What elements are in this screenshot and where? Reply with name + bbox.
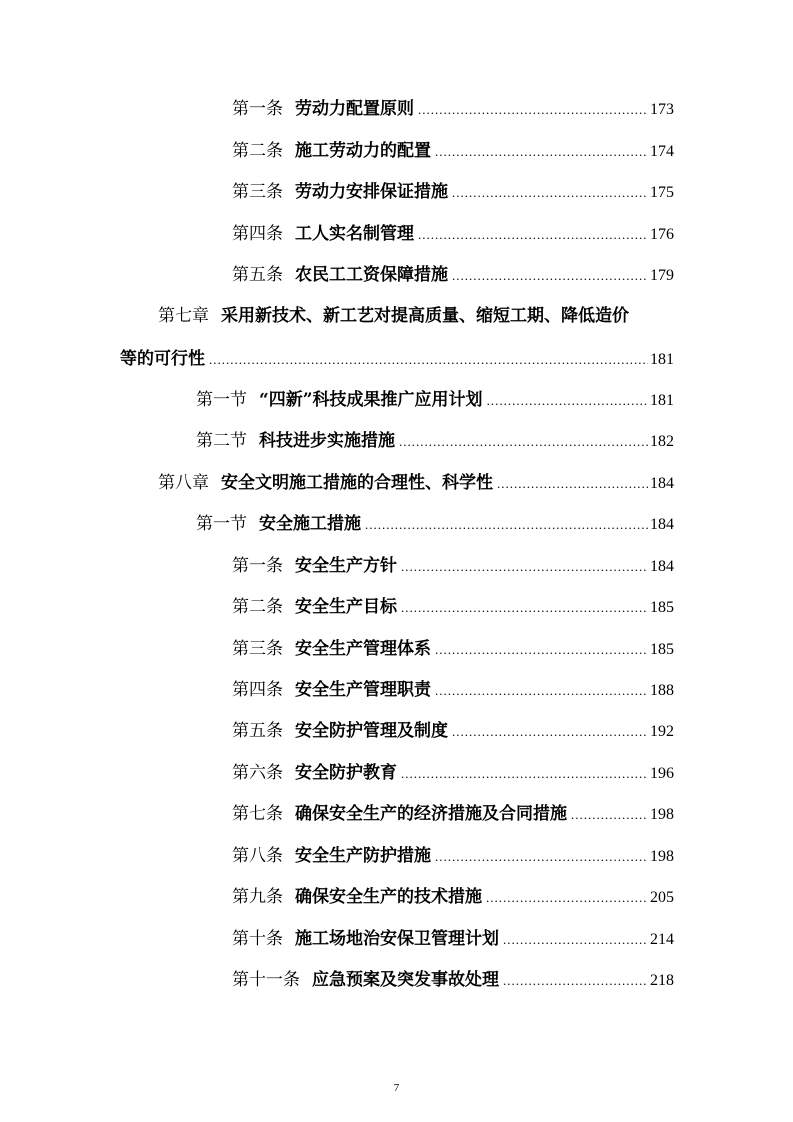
toc-entry-title: 确保安全生产的经济措施及合同措施 [295,804,567,824]
toc-entry-page: 218 [650,972,674,989]
toc-leader-dots [365,514,648,536]
toc-entry[interactable] [232,803,674,826]
toc-entry-title: 劳动力配置原则 [295,99,414,119]
toc-entry[interactable] [158,472,674,495]
toc-entry-label: 第十一条 [232,970,300,990]
toc-entry-page: 198 [650,806,674,823]
toc-entry-page: 184 [650,475,674,492]
toc-entry-page: 173 [650,101,674,118]
toc-leader-dots [487,390,648,412]
toc-leader-dots [503,970,648,992]
toc-entry-label: 第五条 [232,721,283,741]
toc-leader-dots [503,929,648,951]
toc-entry-label: 第三条 [232,639,283,659]
toc-entry-page: 184 [650,516,674,533]
toc-entry-title-continued: 等的可行性 [120,349,205,369]
toc-entry-label: 第八章 [158,473,209,493]
toc-entry-label: 第一节 [196,390,247,410]
toc-entry-label: 第九条 [232,887,283,907]
toc-entry-title: 科技进步实施措施 [259,431,395,451]
toc-leader-dots [401,597,648,619]
toc-entry[interactable] [232,638,674,661]
toc-entry-page: 185 [650,599,674,616]
toc-entry[interactable] [232,845,674,868]
toc-entry-title: 安全防护教育 [295,763,397,783]
toc-entry-label: 第一条 [232,99,283,119]
toc-leader-dots [435,639,648,661]
toc-entry[interactable] [232,928,674,951]
toc-entry[interactable] [232,264,674,287]
toc-entry-title: 施工场地治安保卫管理计划 [295,929,499,949]
toc-entry-label: 第三条 [232,182,283,202]
toc-entry-title: 采用新技术、新工艺对提高质量、缩短工期、降低造价 [221,306,629,326]
page-number: 7 [393,1082,400,1094]
toc-entry-label: 第二条 [232,597,283,617]
toc-leader-dots [497,473,648,495]
toc-entry-title: “四新”科技成果推广应用计划 [259,390,483,410]
toc-chapter-entry[interactable] [120,305,674,371]
toc-entry-label: 第二节 [196,431,247,451]
toc-entry-page: 188 [650,682,674,699]
toc-leader-dots [399,431,648,453]
toc-entry[interactable] [232,98,674,121]
toc-entry-label: 第七章 [158,306,209,326]
toc-entry-page: 205 [650,889,674,906]
toc-leader-dots [418,99,648,121]
toc-leader-dots [452,265,648,287]
toc-leader-dots [435,680,648,702]
toc-entry-page: 176 [650,226,674,243]
toc-entry-label: 第一条 [232,556,283,576]
toc-entry[interactable] [232,679,674,702]
toc-entry-page: 181 [650,351,674,368]
toc-entry-page: 214 [650,931,674,948]
toc-entry[interactable] [232,886,674,909]
toc-entry-label: 第八条 [232,846,283,866]
toc-entry-title: 劳动力安排保证措施 [295,182,448,202]
toc-entry-page: 179 [650,267,674,284]
toc-entry-title: 施工劳动力的配置 [295,141,431,161]
toc-entry[interactable] [232,223,674,246]
toc-leader-dots [452,182,648,204]
toc-leader-dots [435,846,648,868]
toc-entry-title: 安全防护管理及制度 [295,721,448,741]
toc-entry-page: 198 [650,848,674,865]
toc-entry-label: 第五条 [232,265,283,285]
toc-entry-title: 确保安全生产的技术措施 [295,887,482,907]
toc-entry-title: 安全生产防护措施 [295,846,431,866]
toc-entry-title: 农民工工资保障措施 [295,265,448,285]
toc-entry-label: 第一节 [196,514,247,534]
toc-entry-page: 184 [650,558,674,575]
toc-entry-title: 安全生产目标 [295,597,397,617]
toc-entry[interactable] [232,596,674,619]
toc-entry-title: 工人实名制管理 [295,224,414,244]
toc-entry-page: 174 [650,143,674,160]
toc-entry-title: 安全施工措施 [259,514,361,534]
toc-entry-label: 第二条 [232,141,283,161]
toc-entry-label: 第六条 [232,763,283,783]
toc-leader-dots [486,887,648,909]
toc-entry[interactable] [232,140,674,163]
toc-entry-page: 175 [650,184,674,201]
toc-entry-page: 192 [650,723,674,740]
toc-leader-dots [209,349,648,371]
toc-leader-dots [452,721,648,743]
toc-entry[interactable] [232,181,674,204]
toc-entry-label: 第七条 [232,804,283,824]
toc-entry[interactable] [196,430,674,453]
toc-leader-dots [401,763,648,785]
toc-leader-dots [435,141,648,163]
toc-entry-page: 182 [650,433,674,450]
toc-entry[interactable] [232,969,674,992]
toc-entry-page: 196 [650,765,674,782]
toc-entry-title: 安全文明施工措施的合理性、科学性 [221,473,493,493]
toc-entry[interactable] [232,720,674,743]
toc-entry-label: 第四条 [232,680,283,700]
toc-leader-dots [401,556,648,578]
toc-entry-label: 第四条 [232,224,283,244]
toc-entry-title: 安全生产管理体系 [295,639,431,659]
toc-leader-dots [571,804,648,826]
toc-entry[interactable] [196,389,674,412]
toc-entry[interactable] [196,513,674,536]
toc-entry-title: 安全生产方针 [295,556,397,576]
toc-entry-title: 安全生产管理职责 [295,680,431,700]
toc-entry-page: 185 [650,641,674,658]
toc-entry-label: 第十条 [232,929,283,949]
toc-entry-page: 181 [650,392,674,409]
toc-entry[interactable] [232,762,674,785]
toc-leader-dots [418,224,648,246]
toc-entry[interactable] [232,555,674,578]
toc-entry-title: 应急预案及突发事故处理 [312,970,499,990]
